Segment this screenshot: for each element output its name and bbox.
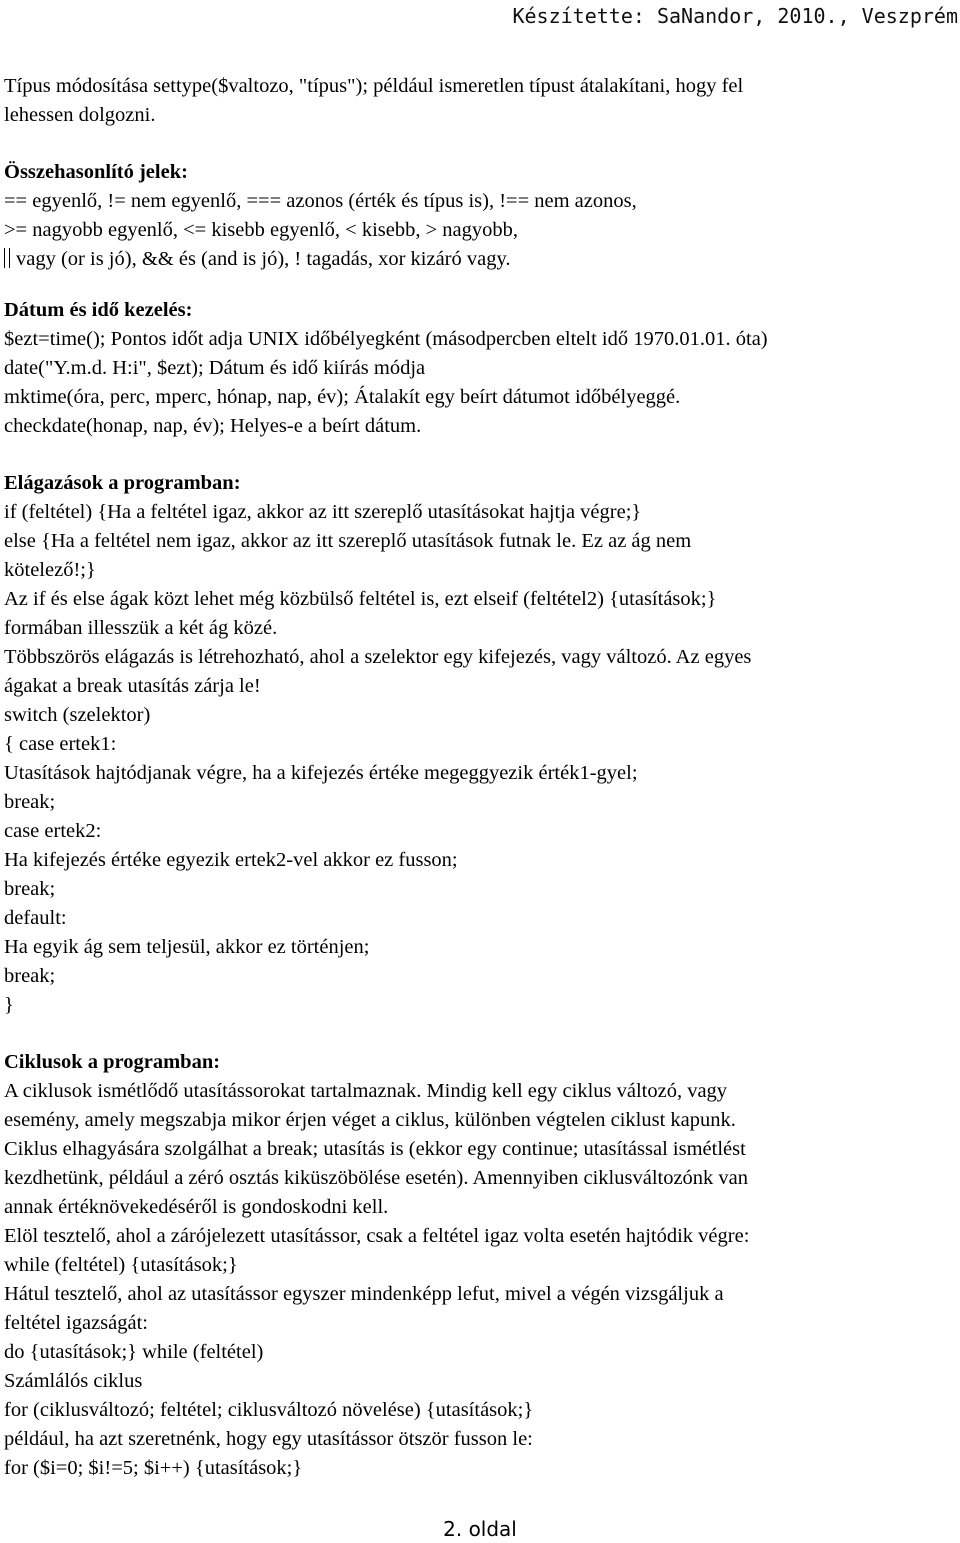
text-line: Típus módosítása settype($valtozo, "típus"); például ismeretlen típust átalakítani, hogy fel bbox=[4, 75, 744, 97]
text-line: Elöl tesztelő, ahol a zárójelezett utasítássor, csak a feltétel igaz volta esetén hajtódik végre: bbox=[4, 1225, 750, 1247]
section-heading: Összehasonlító jelek: bbox=[4, 161, 188, 183]
text-line: ágakat a break utasítás zárja le! bbox=[4, 675, 261, 697]
text-line: switch (szelektor) bbox=[4, 704, 151, 726]
text-line: do {utasítások;} while (feltétel) bbox=[4, 1341, 264, 1363]
double-bar-icon bbox=[4, 248, 10, 268]
text-line: while (feltétel) {utasítások;} bbox=[4, 1254, 238, 1276]
text-line: Ha egyik ág sem teljesül, akkor ez történjen; bbox=[4, 936, 370, 958]
text-line: Az if és else ágak közt lehet még közbülső feltétel is, ezt elseif (feltétel2) {utasítások;} bbox=[4, 588, 717, 610]
text-line: mktime(óra, perc, mperc, hónap, nap, év); Átalakít egy beírt dátumot időbélyeggé. bbox=[4, 386, 681, 408]
text-line: else {Ha a feltétel nem igaz, akkor az itt szereplő utasítások futnak le. Ez az ág nem bbox=[4, 530, 692, 552]
text-line: case ertek2: bbox=[4, 820, 102, 842]
branches-section bbox=[4, 469, 954, 1020]
text-line: kötelező!;} bbox=[4, 559, 96, 581]
text-line: for (ciklusváltozó; feltétel; ciklusváltozó növelése) {utasítások;} bbox=[4, 1399, 534, 1421]
text-line: lehessen dolgozni. bbox=[4, 104, 156, 126]
date-section bbox=[4, 296, 954, 441]
text-line: checkdate(honap, nap, év); Helyes-e a beírt dátum. bbox=[4, 415, 422, 437]
text-line: formában illesszük a két ág közé. bbox=[4, 617, 278, 639]
text-line: default: bbox=[4, 907, 67, 929]
text-line: for ($i=0; $i!=5; $i++) {utasítások;} bbox=[4, 1457, 303, 1479]
text-line: Számlálós ciklus bbox=[4, 1370, 143, 1392]
text-line: >= nagyobb egyenlő, <= kisebb egyenlő, < kisebb, > nagyobb, bbox=[4, 219, 519, 241]
text-line: Hátul tesztelő, ahol az utasítássor egyszer mindenképp lefut, mivel a végén vizsgáljuk a bbox=[4, 1283, 724, 1305]
text-line: } bbox=[4, 994, 14, 1016]
text-line: Utasítások hajtódjanak végre, ha a kifejezés értéke megeggyezik érték1-gyel; bbox=[4, 762, 638, 784]
section-heading: Ciklusok a programban: bbox=[4, 1051, 221, 1073]
text-line: break; bbox=[4, 965, 56, 987]
page-content bbox=[4, 72, 954, 1483]
text-line: kezdhetünk, például a zéró osztás kiküszöbölése esetén). Amennyiben ciklusváltozónk van bbox=[4, 1167, 749, 1189]
page-number: 2. oldal bbox=[443, 1517, 517, 1541]
document-header: Készítette: SaNandor, 2010., Veszprém bbox=[512, 4, 958, 28]
text-line: Ha kifejezés értéke egyezik ertek2-vel akkor ez fusson; bbox=[4, 849, 458, 871]
text-line: if (feltétel) {Ha a feltétel igaz, akkor az itt szereplő utasításokat hajtja végre;} bbox=[4, 501, 642, 523]
section-heading: Dátum és idő kezelés: bbox=[4, 299, 193, 321]
type-section bbox=[4, 72, 954, 130]
text-line: $ezt=time(); Pontos időt adja UNIX időbélyegként (másodpercben eltelt idő 1970.01.01. óta) bbox=[4, 328, 768, 350]
text-line: break; bbox=[4, 878, 56, 900]
compare-section bbox=[4, 158, 954, 274]
text-line: annak értéknövekedéséről is gondoskodni kell. bbox=[4, 1196, 389, 1218]
text-line: A ciklusok ismétlődő utasítássorokat tartalmaznak. Mindig kell egy ciklus változó, vagy bbox=[4, 1080, 728, 1102]
section-heading: Elágazások a programban: bbox=[4, 472, 241, 494]
text-line: break; bbox=[4, 791, 56, 813]
text-line: date("Y.m.d. H:i", $ezt); Dátum és idő kiírás módja bbox=[4, 357, 426, 379]
text-line: { case ertek1: bbox=[4, 733, 117, 755]
text-line: Többszörös elágazás is létrehozható, ahol a szelektor egy kifejezés, vagy változó. Az egyes bbox=[4, 646, 752, 668]
text-line: Ciklus elhagyására szolgálhat a break; utasítás is (ekkor egy continue; utasítással ismétlést bbox=[4, 1138, 746, 1160]
loops-section bbox=[4, 1048, 954, 1483]
text-line-content: vagy (or is jó), && és (and is jó), ! tagadás, xor kizáró vagy. bbox=[16, 248, 511, 270]
text-line bbox=[4, 245, 954, 274]
text-line: feltétel igazságát: bbox=[4, 1312, 148, 1334]
text-line: például, ha azt szeretnénk, hogy egy utasítássor ötször fusson le: bbox=[4, 1428, 533, 1450]
text-line: esemény, amely megszabja mikor érjen véget a ciklus, különben végtelen ciklust kapunk. bbox=[4, 1109, 736, 1131]
text-line: == egyenlő, != nem egyenlő, === azonos (érték és típus is), !== nem azonos, bbox=[4, 190, 637, 212]
